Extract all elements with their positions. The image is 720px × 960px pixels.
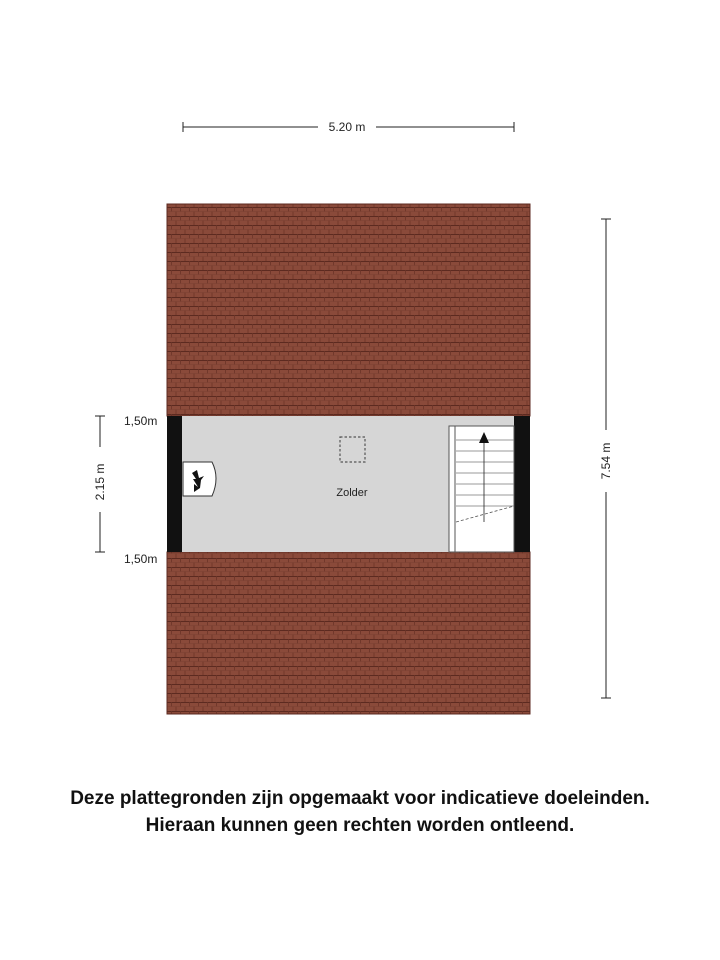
room-depth-label: 2.15 m (93, 463, 107, 501)
width-dimension (183, 120, 514, 134)
wall-left (167, 416, 182, 552)
wall-right (514, 416, 530, 552)
depth-dimension (599, 219, 613, 698)
roof-bottom (167, 552, 530, 714)
knee-height-bottom-label: 1,50m (124, 552, 158, 566)
width-label: 5.20 m (328, 120, 366, 134)
stairs (449, 426, 514, 552)
room-depth-dimension (93, 416, 107, 552)
room-label-zolder: Zolder (336, 487, 368, 499)
disclaimer-line-2: Hieraan kunnen geen rechten worden ontleend. (145, 815, 575, 836)
knee-height-top-label: 1,50m (124, 414, 158, 428)
depth-label: 7.54 m (599, 442, 613, 480)
disclaimer-line-1: Deze plattegronden zijn opgemaakt voor indicatieve doeleinden. (70, 788, 650, 809)
roof-top (167, 204, 530, 416)
boiler-icon (183, 462, 216, 496)
